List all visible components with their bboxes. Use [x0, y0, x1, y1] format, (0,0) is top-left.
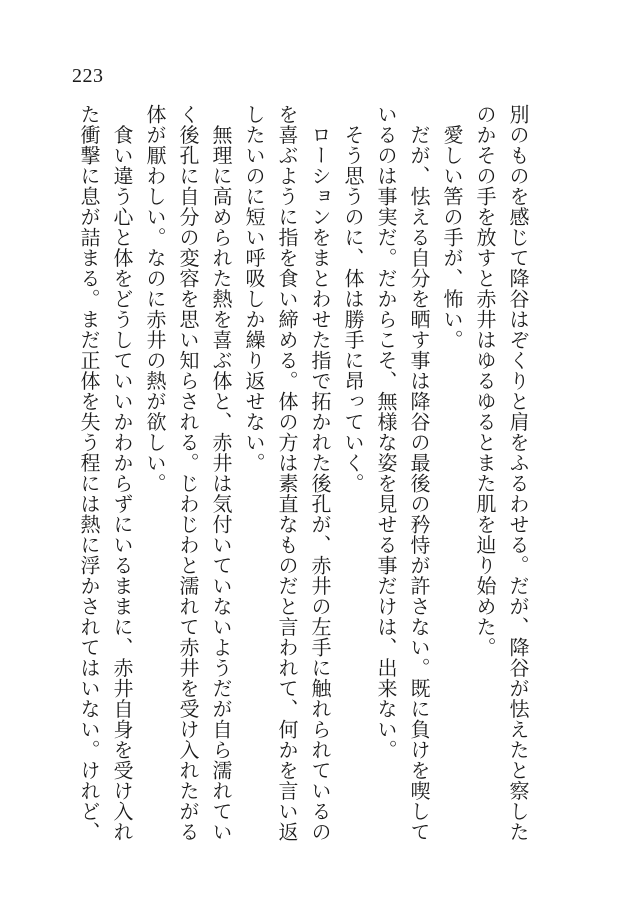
text-line: ローションをまとわせた指で拓かれた後孔が、赤井の左手に触れられているの	[308, 104, 332, 842]
text-line: た衝撃に息が詰まる。まだ正体を失う程には熱に浮かされてはいない。けれど、	[77, 104, 101, 842]
text-line: のかその手を放すと赤井はゆるゆるとまた肌を辿り始めた。	[473, 104, 497, 658]
text-line: 愛しい筈の手が、怖い。	[440, 104, 464, 350]
text-line: 無理に高められた熱を喜ぶ体と、赤井は気付いていないようだが自ら濡れてい	[209, 104, 233, 842]
text-line: だが、怯える自分を晒す事は降谷の最後の矜恃が許さない。既に負けを喫して	[407, 104, 431, 842]
text-line: そう思うのに、体は勝手に昂っていく。	[341, 104, 365, 494]
text-line: したいのに短い呼吸しか繰り返せない。	[242, 104, 266, 473]
text-line: 食い違う心と体をどうしていいかわからずにいるままに、赤井自身を受け入れ	[110, 104, 134, 842]
text-line: 別のものを感じて降谷はぞくりと肩をふるわせる。だが、降谷が怯えたと察した	[506, 104, 530, 842]
text-line: いるのは事実だ。だからこそ、無様な姿を見せる事だけは、出来ない。	[374, 104, 398, 760]
body-text	[72, 104, 534, 864]
text-line: く後孔に自分の変容を思い知らされる。じわじわと濡れて赤井を受け入れたがる	[176, 104, 200, 842]
text-line: を喜ぶように指を食い締める。体の方は素直なものだと言われて、何かを言い返	[275, 104, 299, 842]
text-line: 体が厭わしい。なのに赤井の熱が欲しい。	[143, 104, 167, 494]
page-number: 223	[72, 65, 104, 87]
